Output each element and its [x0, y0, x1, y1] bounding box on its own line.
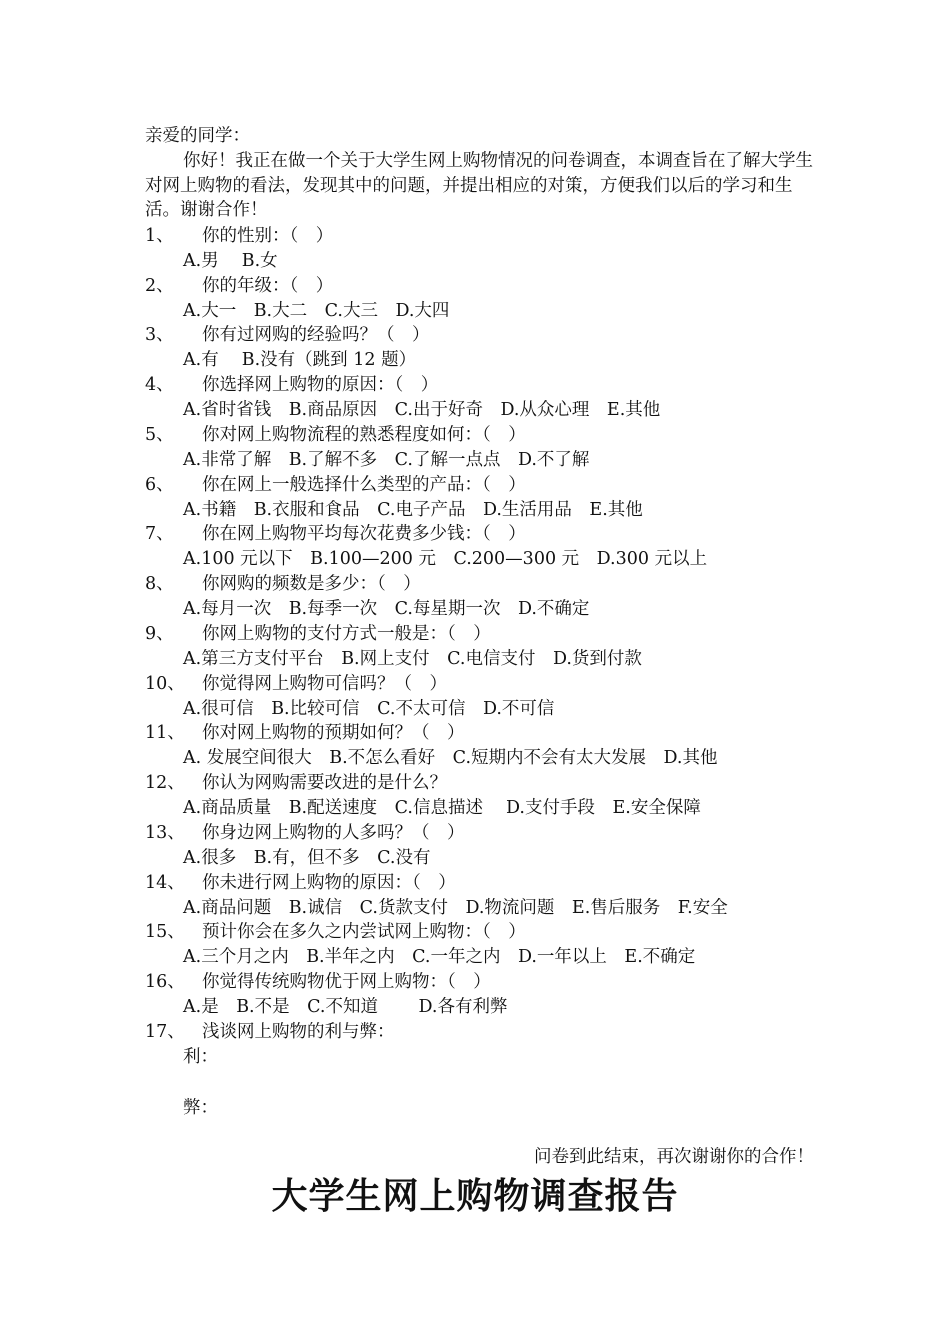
question-text: 你的性别：（ ） [202, 226, 334, 246]
question-number: 10、 [145, 674, 185, 694]
question-options: A.很可信 B.比较可信 C.不太可信 D.不可信 [183, 699, 555, 719]
question-text: 浅谈网上购物的利与弊： [202, 1022, 395, 1042]
greeting: 亲爱的同学： [145, 126, 250, 146]
question-options: A.有 B.没有（跳到 12 题） [183, 350, 417, 370]
question-text: 你在网上购物平均每次花费多少钱：（ ） [202, 524, 526, 544]
question-text: 你未进行网上购物的原因：（ ） [202, 873, 456, 893]
question-options: A.很多 B.有，但不多 C.没有 [183, 848, 431, 868]
question-text: 预计你会在多久之内尝试网上购物：（ ） [202, 922, 526, 942]
question-number: 2、 [145, 276, 174, 296]
question-number: 11、 [145, 723, 185, 743]
report-title: 大学生网上购物调查报告 [271, 1176, 679, 1217]
question-text: 你对网上购物的预期如何？（ ） [202, 723, 465, 743]
question-text: 你的年级：（ ） [202, 276, 334, 296]
question-text: 你认为网购需要改进的是什么？ [202, 773, 447, 793]
question-number: 12、 [145, 773, 185, 793]
question-options: A.100 元以下 B.100—200 元 C.200—300 元 D.300 元以上 [183, 549, 708, 569]
cons-label: 弊： [183, 1098, 218, 1118]
question-text: 你网上购物的支付方式一般是：（ ） [202, 624, 491, 644]
question-options: A.商品问题 B.诚信 C.货款支付 D.物流问题 E.售后服务 F.安全 [183, 898, 728, 918]
question-number: 14、 [145, 873, 185, 893]
question-number: 16、 [145, 972, 185, 992]
closing-note: 问卷到此结束，再次谢谢你的合作！ [534, 1147, 814, 1167]
question-number: 7、 [145, 524, 174, 544]
question-options: A.商品质量 B.配送速度 C.信息描述 D.支付手段 E.安全保障 [183, 798, 701, 818]
question-number: 13、 [145, 823, 185, 843]
question-options: A.每月一次 B.每季一次 C.每星期一次 D.不确定 [183, 599, 590, 619]
question-number: 6、 [145, 475, 174, 495]
question-text: 你觉得网上购物可信吗？（ ） [202, 674, 447, 694]
question-text: 你觉得传统购物优于网上购物：（ ） [202, 972, 491, 992]
question-text: 你对网上购物流程的熟悉程度如何：（ ） [202, 425, 526, 445]
question-options: A.大一 B.大二 C.大三 D.大四 [183, 301, 450, 321]
intro-paragraph [145, 149, 813, 223]
question-number: 15、 [145, 922, 185, 942]
question-text: 你选择网上购物的原因：（ ） [202, 375, 439, 395]
intro-text: 你好！我正在做一个关于大学生网上购物情况的问卷调查，本调查旨在了解大学生对网上购物的看法，发现其中的问题，并提出相应的对策，方便我们以后的学习和生活。谢谢合作！ [145, 151, 813, 220]
question-options: A.男 B.女 [183, 251, 278, 271]
question-options: A.是 B.不是 C.不知道 D.各有利弊 [183, 997, 508, 1017]
question-options: A.三个月之内 B.半年之内 C.一年之内 D.一年以上 E.不确定 [183, 947, 696, 967]
question-number: 4、 [145, 375, 174, 395]
question-text: 你身边网上购物的人多吗？（ ） [202, 823, 465, 843]
question-number: 9、 [145, 624, 174, 644]
question-number: 1、 [145, 226, 174, 246]
question-number: 17、 [145, 1022, 185, 1042]
question-number: 3、 [145, 325, 174, 345]
question-options: A.省时省钱 B.商品原因 C.出于好奇 D.从众心理 E.其他 [183, 400, 661, 420]
question-options: A.书籍 B.衣服和食品 C.电子产品 D.生活用品 E.其他 [183, 500, 643, 520]
question-text: 你有过网购的经验吗？（ ） [202, 325, 430, 345]
question-number: 5、 [145, 425, 174, 445]
question-options: A.第三方支付平台 B.网上支付 C.电信支付 D.货到付款 [183, 649, 642, 669]
pros-label: 利： [183, 1047, 218, 1067]
question-text: 你在网上一般选择什么类型的产品：（ ） [202, 475, 526, 495]
question-text: 你网购的频数是多少：（ ） [202, 574, 421, 594]
question-options: A.非常了解 B.了解不多 C.了解一点点 D.不了解 [183, 450, 590, 470]
question-options: A. 发展空间很大 B.不怎么看好 C.短期内不会有太大发展 D.其他 [183, 748, 718, 768]
question-number: 8、 [145, 574, 174, 594]
